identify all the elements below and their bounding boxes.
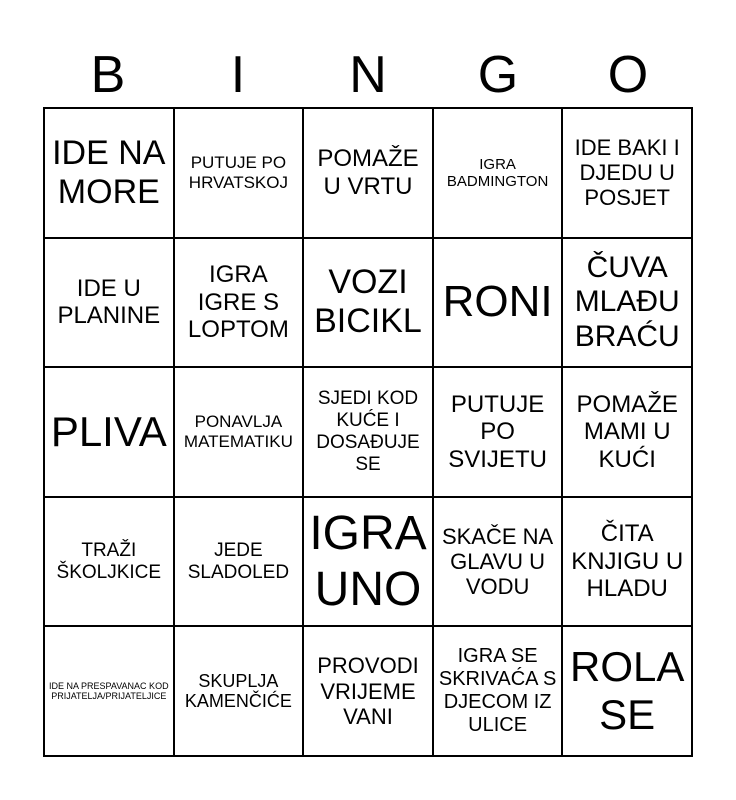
bingo-cell[interactable]: [44, 238, 174, 368]
bingo-cell-text: IDE NA MORE: [52, 133, 166, 211]
bingo-cell-text: PONAVLJA MATEMATIKU: [183, 412, 293, 451]
bingo-cell[interactable]: [303, 238, 433, 368]
bingo-cell-text: SKUPLJA KAMENČIĆE: [184, 670, 292, 712]
bingo-card: [43, 107, 693, 757]
bingo-cell[interactable]: [562, 108, 692, 238]
bingo-cell[interactable]: [174, 108, 304, 238]
bingo-cell-text: IDE BAKI I DJEDU U POSJET: [574, 134, 680, 211]
bingo-cell-text: TRAŽI ŠKOLJKICE: [56, 539, 162, 583]
bingo-cell[interactable]: [303, 626, 433, 756]
bingo-cell[interactable]: [562, 367, 692, 497]
header-letter-o: O: [607, 46, 649, 104]
bingo-cell-text: PUTUJE PO SVIJETU: [448, 390, 547, 473]
bingo-cell[interactable]: [562, 238, 692, 368]
bingo-cell[interactable]: [44, 626, 174, 756]
header-letter-n: N: [349, 46, 387, 104]
header-letter-b: B: [90, 46, 126, 104]
bingo-cell[interactable]: [44, 497, 174, 627]
bingo-cell[interactable]: [433, 497, 563, 627]
bingo-cell[interactable]: [303, 108, 433, 238]
bingo-cell-text: IGRA SE SKRIVAĆA S DJECOM IZ ULICE: [438, 645, 557, 737]
bingo-cell-text: JEDE SLADOLED: [187, 539, 290, 583]
bingo-cell[interactable]: [562, 626, 692, 756]
bingo-cell[interactable]: [174, 497, 304, 627]
bingo-cell-text: RONI: [442, 277, 553, 327]
bingo-cell[interactable]: [303, 367, 433, 497]
bingo-cell[interactable]: [44, 108, 174, 238]
bingo-cell[interactable]: [174, 238, 304, 368]
bingo-cell-text: IGRA UNO: [309, 507, 427, 616]
bingo-cell[interactable]: [303, 497, 433, 627]
bingo-cell[interactable]: [174, 626, 304, 756]
bingo-cell[interactable]: [433, 238, 563, 368]
bingo-cell[interactable]: [174, 367, 304, 497]
header-letter-g: G: [477, 46, 519, 104]
bingo-cell-text: IDE U PLANINE: [57, 274, 161, 330]
header-letter-i: I: [230, 46, 246, 104]
bingo-cell-text: ROLA SE: [570, 642, 685, 739]
bingo-cell-text: POMAŽE MAMI U KUĆI: [576, 390, 678, 473]
bingo-cell[interactable]: [433, 108, 563, 238]
bingo-cell-text: IDE NA PRESPAVANAC KOD PRIJATELJA/PRIJATELJICE: [49, 680, 169, 702]
bingo-header: [43, 42, 693, 108]
bingo-cell-text: IGRA IGRE S LOPTOM: [187, 261, 289, 344]
bingo-cell-text: VOZI BICIKL: [314, 263, 422, 341]
bingo-cell[interactable]: [433, 626, 563, 756]
bingo-cell-text: ČITA KNJIGU U HLADU: [571, 520, 684, 603]
bingo-cell-text: IGRA BADMINGTON: [446, 155, 549, 190]
bingo-cell-text: SKAČE NA GLAVU U VODU: [441, 523, 554, 600]
bingo-cell-text: PLIVA: [50, 407, 167, 455]
bingo-cell[interactable]: [562, 497, 692, 627]
bingo-cell-text: POMAŽE U VRTU: [317, 145, 419, 200]
bingo-cell-text: PROVODI VRIJEME VANI: [317, 653, 419, 729]
bingo-cell-text: ČUVA MLAĐU BRAĆU: [574, 250, 680, 353]
bingo-cell[interactable]: [433, 367, 563, 497]
bingo-cell-text: PUTUJE PO HRVATSKOJ: [188, 153, 288, 192]
bingo-cell[interactable]: [44, 367, 174, 497]
bingo-cell-text: SJEDI KOD KUĆE I DOSAĐUJE SE: [316, 388, 420, 475]
